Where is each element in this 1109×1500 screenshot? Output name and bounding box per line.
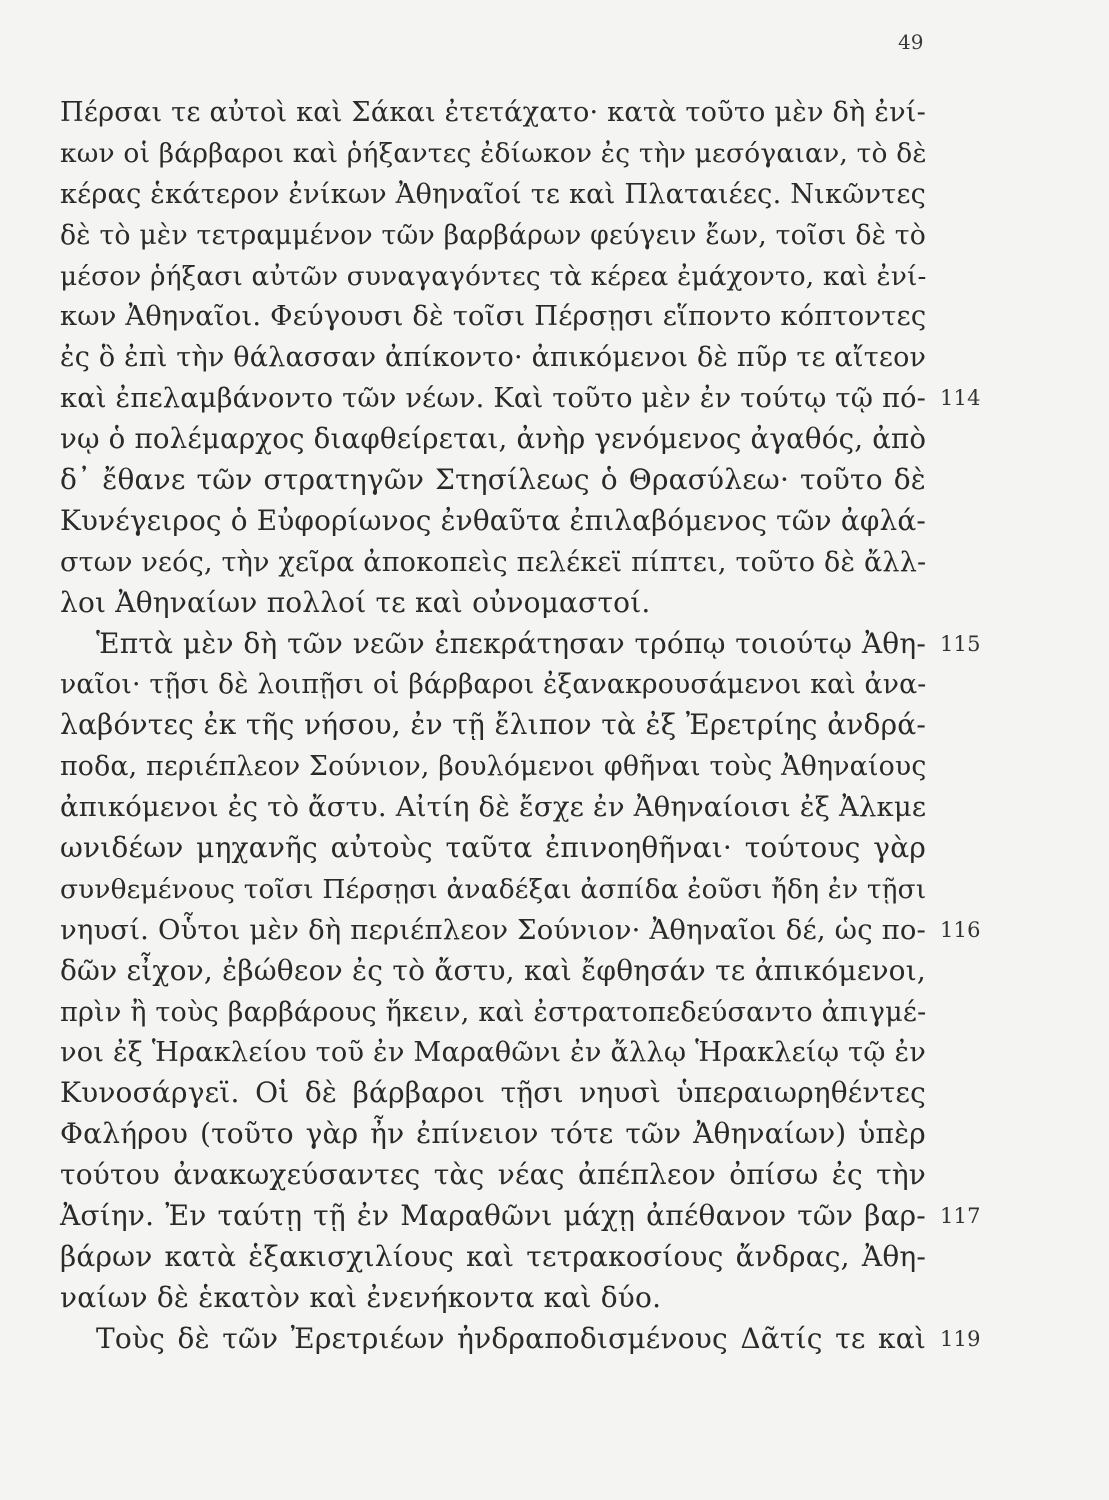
line-text: ναῖοι· τῇσι δὲ λοιπῇσι οἱ βάρβαροι ἐξανακρουσάμενοι καὶ ἀνα- xyxy=(60,669,927,701)
line-text: κων Ἀθηναῖοι. Φεύγουσι δὲ τοῖσι Πέρσῃσι εἵποντο κόπτοντες xyxy=(60,301,927,333)
line-text: Κυνέγειρος ὁ Εὐφορίωνος ἐνθαῦτα ἐπιλαβόμενος τῶν ἀφλά- xyxy=(60,503,926,537)
section-number: 114 xyxy=(940,386,981,411)
line-text: ἐς ὃ ἐπὶ τὴν θάλασσαν ἀπίκοντο· ἀπικόμενοι δὲ πῦρ τε αἴτεον xyxy=(60,342,927,374)
text-line xyxy=(60,215,1100,256)
line-text: Πέρσαι τε αὐτοὶ καὶ Σάκαι ἐτετάχατο· κατὰ τοῦτο μὲν δὴ ἐνί- xyxy=(60,97,927,128)
text-line xyxy=(60,705,1100,746)
body-text xyxy=(60,92,1100,1360)
line-text: στων νεός, τὴν χεῖρα ἀποκοπεὶς πελέκεϊ πίπτει, τοῦτο δὲ ἄλλ- xyxy=(60,546,927,578)
line-text: συνθεμένους τοῖσι Πέρσῃσι ἀναδέξαι ἀσπίδα ἐοῦσι ἤδη ἐν τῇσι xyxy=(60,874,927,905)
text-line xyxy=(60,1073,1100,1114)
line-text: ἀπικόμενοι ἐς τὸ ἄστυ. Αἰτίη δὲ ἔσχε ἐν Ἀθηναίοισι ἐξ Ἀλκμε xyxy=(60,792,927,824)
line-text: δ᾽ ἔθανε τῶν στρατηγῶν Στησίλεως ὁ Θρασύλεω· τοῦτο δὲ xyxy=(60,463,927,497)
line-text: κέρας ἑκάτερον ἐνίκων Ἀθηναῖοί τε καὶ Πλαταιέες. Νικῶντες xyxy=(60,178,927,210)
text-line xyxy=(60,1032,1100,1073)
text-line xyxy=(60,664,1100,705)
line-text: μέσον ῥήξασι αὐτῶν συναγαγόντες τὰ κέρεα ἐμάχοντο, καὶ ἐνί- xyxy=(60,261,927,292)
text-line xyxy=(60,951,1100,992)
text-line xyxy=(60,174,1100,215)
text-line xyxy=(60,1319,1100,1360)
line-text: δῶν εἶχον, ἐβώθεον ἐς τὸ ἄστυ, καὶ ἔφθησάν τε ἀπικόμενοι, xyxy=(60,953,927,987)
line-text: νῳ ὁ πολέμαρχος διαφθείρεται, ἀνὴρ γενόμενος ἀγαθός, ἀπὸ xyxy=(60,422,927,456)
text-line xyxy=(60,910,1100,951)
text-line xyxy=(60,92,1100,133)
text-line xyxy=(60,133,1100,174)
line-text: Ἑπτὰ μὲν δὴ τῶν νεῶν ἐπεκράτησαν τρόπῳ τοιούτῳ Ἀθη- xyxy=(96,626,926,660)
text-line xyxy=(60,296,1100,337)
section-number: 119 xyxy=(940,1326,981,1351)
text-line xyxy=(60,1114,1100,1155)
line-text: καὶ ἐπελαμβάνοντο τῶν νέων. Καὶ τοῦτο μὲν ἐν τούτῳ τῷ πό- xyxy=(60,383,927,415)
line-text: Κυνοσάργεϊ. Οἱ δὲ βάρβαροι τῇσι νηυσὶ ὑπεραιωρηθέντες xyxy=(60,1076,926,1110)
line-text: βάρων κατὰ ἑξακισχιλίους καὶ τετρακοσίους ἄνδρας, Ἀθη- xyxy=(60,1239,927,1273)
text-line xyxy=(60,378,1100,419)
text-line xyxy=(60,583,1100,624)
text-line xyxy=(60,501,1100,542)
line-text: Ἀσίην. Ἐν ταύτῃ τῇ ἐν Μαραθῶνι μάχῃ ἀπέθανον τῶν βαρ- xyxy=(60,1199,926,1233)
line-text: νηυσί. Οὗτοι μὲν δὴ περιέπλεον Σούνιον· Ἀθηναῖοι δέ, ὡς πο- xyxy=(60,914,927,946)
line-text: τούτου ἀνακωχεύσαντες τὰς νέας ἀπέπλεον ὀπίσω ἐς τὴν xyxy=(60,1158,927,1192)
line-text: λοι Ἀθηναίων πολλοί τε καὶ οὐνομαστοί. xyxy=(60,585,651,619)
page-number: 49 xyxy=(898,30,924,54)
text-line xyxy=(60,624,1100,665)
text-line xyxy=(60,256,1100,297)
text-line xyxy=(60,1278,1100,1319)
line-text: Φαλήρου (τοῦτο γὰρ ἦν ἐπίνειον τότε τῶν Ἀθηναίων) ὑπὲρ xyxy=(60,1117,926,1151)
text-line xyxy=(60,1155,1100,1196)
line-text: κων οἱ βάρβαροι καὶ ῥήξαντες ἐδίωκον ἐς τὴν μεσόγαιαν, τὸ δὲ xyxy=(60,137,927,169)
line-text: Τοὺς δὲ τῶν Ἐρετριέων ἠνδραποδισμένους Δᾶτίς τε καὶ xyxy=(96,1321,927,1355)
line-text: δὲ τὸ μὲν τετραμμένον τῶν βαρβάρων φεύγειν ἔων, τοῖσι δὲ τὸ xyxy=(60,219,927,251)
text-line xyxy=(60,828,1100,869)
text-line xyxy=(60,337,1100,378)
text-line xyxy=(60,992,1100,1033)
text-line xyxy=(60,787,1100,828)
line-text: λαβόντες ἐκ τῆς νήσου, ἐν τῇ ἔλιπον τὰ ἐξ Ἐρετρίης ἀνδρά- xyxy=(60,708,927,742)
text-line xyxy=(60,542,1100,583)
text-line xyxy=(60,746,1100,787)
line-text: ναίων δὲ ἑκατὸν καὶ ἐνενήκοντα καὶ δύο. xyxy=(60,1280,662,1314)
line-text: ποδα, περιέπλεον Σούνιον, βουλόμενοι φθῆναι τοὺς Ἀθηναίους xyxy=(60,751,927,783)
text-line xyxy=(60,460,1100,501)
line-text: ωνιδέων μηχανῆς αὐτοὺς ταῦτα ἐπινοηθῆναι· τούτους γὰρ xyxy=(60,831,926,865)
section-number: 116 xyxy=(940,917,981,942)
section-number: 117 xyxy=(940,1204,981,1229)
section-number: 115 xyxy=(940,631,981,656)
text-line xyxy=(60,1237,1100,1278)
line-text: πρὶν ἢ τοὺς βαρβάρους ἥκειν, καὶ ἐστρατοπεδεύσαντο ἀπιγμέ- xyxy=(60,996,927,1028)
text-line xyxy=(60,419,1100,460)
text-line xyxy=(60,1196,1100,1237)
line-text: νοι ἐξ Ἡρακλείου τοῦ ἐν Μαραθῶνι ἐν ἄλλῳ Ἡρακλείῳ τῷ ἐν xyxy=(60,1037,927,1069)
text-line xyxy=(60,869,1100,910)
